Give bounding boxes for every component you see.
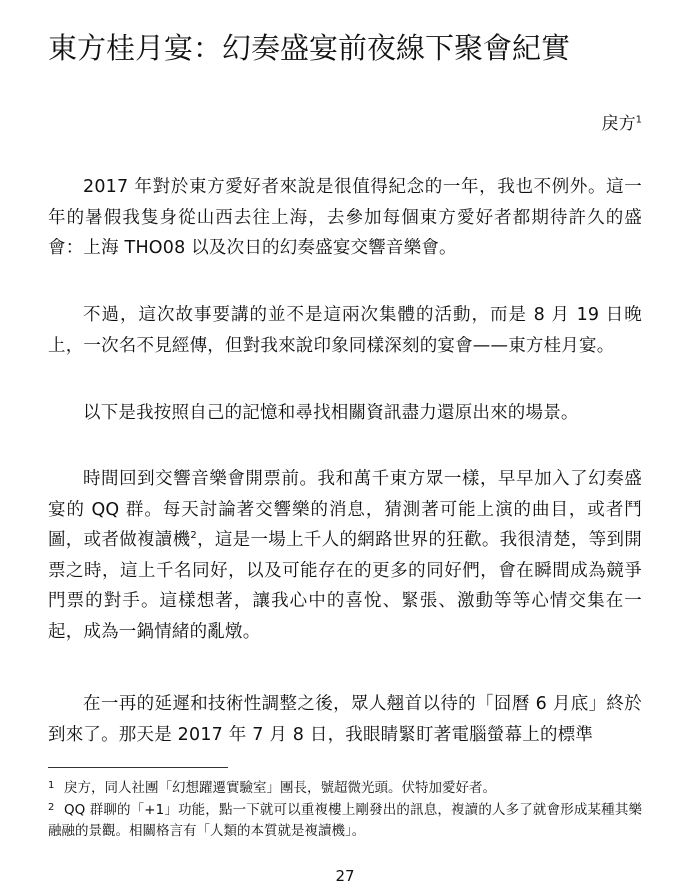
footnote-2 (48, 800, 642, 842)
page-number: 27 (335, 867, 355, 885)
paragraph-4 (48, 464, 642, 647)
author-byline (602, 112, 642, 136)
footnote-2-text: QQ 群聊的「+1」功能，點一下就可以重複樓上剛發出的訊息，複讀的人多了就會形成某種其樂融融的景觀。相關格言有「人類的本質就是複讀機」。 (48, 802, 642, 839)
paragraph-4-text-before: 時間回到交響音樂會開票前。我和萬千東方眾一樣，早早加入了幻奏盛宴的 QQ 群。每天討論著交響樂的消息，猜測著可能上演的曲目，或者鬥圖，或者做複讀機 (48, 469, 642, 550)
paragraph-2: 不過，這次故事要講的並不是這兩次集體的活動，而是 8 月 19 日晚上，一次名不見經傳，但對我來說印象同樣深刻的宴會——東方桂月宴。 (48, 305, 642, 356)
paragraph-5: 在一再的延遲和技術性調整之後，眾人翹首以待的「囧曆 6 月底」終於到來了。那天是 2017 年 7 月 8 日，我眼睛緊盯著電腦螢幕上的標準 (48, 694, 642, 745)
article-title: 東方桂月宴：幻奏盛宴前夜線下聚會紀實 (48, 31, 571, 65)
paragraph-3: 以下是我按照自己的記憶和尋找相關資訊盡力還原出來的場景。 (83, 403, 579, 423)
paragraph-4-text-after: ，這是一場上千人的網路世界的狂歡。我很清楚，等到開票之時，這上千名同好，以及可能存在的更多的同好們，會在瞬間成為競爭門票的對手。這樣想著，讓我心中的喜悅、緊張、激動等等心情交集在一起，成為一鍋情緒的亂燉。 (48, 530, 642, 642)
footnote-ref-2: 2 (190, 530, 197, 542)
footnote-1-text: 戾方，同人社團「幻想躍遷實驗室」團長，號超微光頭。伏特加愛好者。 (64, 780, 496, 796)
footnote-1-mark: 1 (48, 780, 55, 791)
paragraph-1: 2017 年對於東方愛好者來說是很值得紀念的一年，我也不例外。這一年的暑假我隻身從山西去往上海，去參加每個東方愛好者都期待許久的盛會：上海 THO08 以及次日的幻奏盛宴交響音樂會。 (48, 177, 642, 258)
footnote-1 (48, 778, 642, 799)
document-page (48, 0, 642, 894)
footnote-ref-1: 1 (635, 114, 642, 126)
footnote-2-mark: 2 (48, 802, 55, 813)
footnote-divider (48, 767, 228, 768)
author-name: 戾方 (601, 114, 636, 134)
